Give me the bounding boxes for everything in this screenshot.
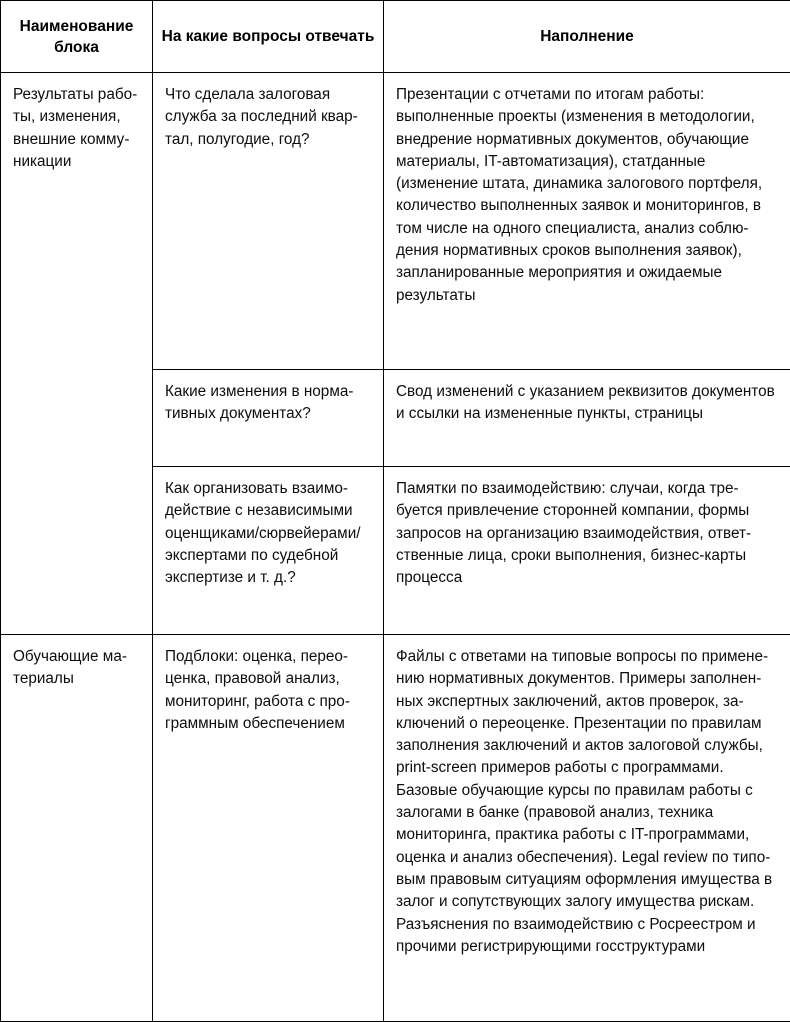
question-cell: Что сделала залоговая служба за последний квартал, полугодие, год? (153, 73, 384, 370)
col-header-content: Наполнение (384, 1, 790, 73)
col-header-questions: На какие вопросы отвечать (153, 1, 384, 73)
header-row (1, 1, 790, 73)
block-cell-results: Результаты работы, изменения, внешние коммуникации (1, 73, 153, 635)
content-cell: Памятки по взаимодействию: случаи, когда требуется привлечение сторонней компании, формы запросов на организацию взаимодействия, ответственные лица, сроки выполнения, бизнес-карты процесса (384, 467, 790, 635)
content-cell: Свод изменений с указанием реквизитов документов и ссылки на измененные пункты, страницы (384, 370, 790, 467)
col-header-block: Наименование блока (1, 1, 153, 73)
content-cell: Файлы с ответами на типовые вопросы по применению нормативных документов. Примеры заполненных экспертных заключений, актов проверок, заключений о переоценке. Презентации по правилам заполнения заключений и актов залоговой службы, print-screen примеров работы с программами. Базовые обучающие курсы по правилам работы с залогами в банке (правовой анализ, техника мониторинга, практика работы с IT-программами, оценка и анализ обеспечения). Legal review по типовым правовым ситуациям оформления имущества в залог и сопутствующих залогу имущества рискам. Разъяснения по взаимодействию с Росреестром и прочими регистрирующими госструктурами (384, 635, 790, 1022)
question-cell: Подблоки: оценка, переоценка, правовой анализ, мониторинг, работа с программным обеспечением (153, 635, 384, 1022)
content-cell: Презентации с отчетами по итогам работы: выполненные проекты (изменения в методологии, внедрение нормативных документов, обучающие материалы, IT-автоматизация), статданные (изменение штата, динамика залогового портфеля, количество выполненных заявок и мониторингов, в том числе на одного специалиста, анализ соблюдения нормативных сроков выполнения заявок), запланированные мероприятия и ожидаемые результаты (384, 73, 790, 370)
question-cell: Какие изменения в нормативных документах? (153, 370, 384, 467)
question-cell: Как организовать взаимодействие с независимыми оценщиками/сюрвейерами/экспертами по судебной экспертизе и т. д.? (153, 467, 384, 635)
table-row (1, 73, 790, 370)
block-cell-training: Обучающие материалы (1, 635, 153, 1022)
table-row (1, 635, 790, 1022)
